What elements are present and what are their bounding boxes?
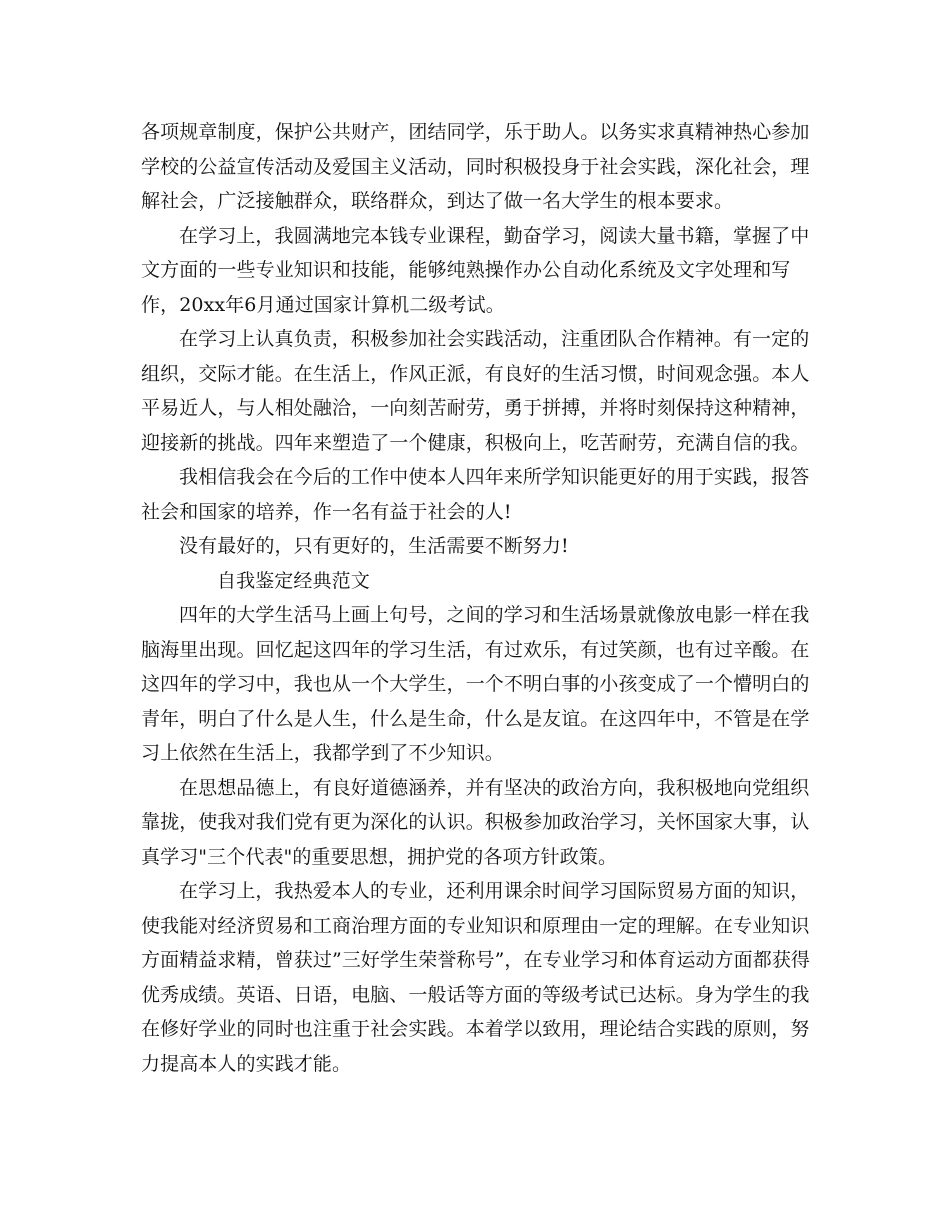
paragraph-study-skills: 在学习上，我圆满地完本钱专业课程，勤奋学习，阅读大量书籍，掌握了中文方面的一些专业知识和技能，能够纯熟操作办公自动化系统及文字处理和写作，20xx年6月通过国家计算机二级考试。 [141, 224, 810, 316]
paragraph-motto: 没有最好的，只有更好的，生活需要不断努力! [179, 535, 569, 557]
paragraph-rules-conduct: 各项规章制度，保护公共财产，团结同学，乐于助人。以务实求真精神热心参加学校的公益宣传活动及爱国主义活动，同时积极投身于社会实践，深化社会，理解社会，广泛接触群众，联络群众，到达了做一名大学生的根本要求。 [141, 121, 810, 212]
paragraph-future-work: 我相信我会在今后的工作中使本人四年来所学知识能更好的用于实践，报答社会和国家的培养，作一名有益于社会的人! [141, 466, 810, 523]
paragraph-four-years: 四年的大学生活马上画上句号，之间的学习和生活场景就像放电影一样在我脑海里出现。回忆起这四年的学习生活，有过欢乐，有过笑颜，也有过辛酸。在这四年的学习中，我也从一个大学生，一个不明白事的小孩变成了一个懵明白的青年，明白了什么是人生，什么是生命，什么是友谊。在这四年中，不管是在学习上依然在生活上，我都学到了不少知识。 [141, 604, 810, 764]
document-body [141, 115, 811, 1081]
paragraph-major-study: 在学习上，我热爱本人的专业，还利用课余时间学习国际贸易方面的知识，使我能对经济贸易和工商治理方面的专业知识和原理由一定的理解。在专业知识方面精益求精，曾获过”三好学生荣誉称号”，在专业学习和体育运动方面都获得优秀成绩。英语、日语，电脑、一般话等方面的等级考试已达标。身为学生的我在修好学业的同时也注重于社会实践。本着学以致用，理论结合实践的原则，努力提高本人的实践才能。 [141, 880, 811, 1075]
paragraph-teamwork-life: 在学习上认真负责，积极参加社会实践活动，注重团队合作精神。有一定的组织，交际才能。在生活上，作风正派，有良好的生活习惯，时间观念强。本人平易近人，与人相处融洽，一向刻苦耐劳，勇于拼搏，并将时刻保持这种精神，迎接新的挑战。四年来塑造了一个健康，积极向上，吃苦耐劳，充满自信的我。 [141, 328, 810, 454]
section-heading: 自我鉴定经典范文 [217, 569, 370, 592]
paragraph-moral-character: 在思想品德上，有良好道德涵养，并有坚决的政治方向，我积极地向党组织靠拢，使我对我们党有更为深化的认识。积极参加政治学习，关怀国家大事，认真学习"三个代表"的重要思想，拥护党的各项方针政策。 [141, 776, 810, 868]
